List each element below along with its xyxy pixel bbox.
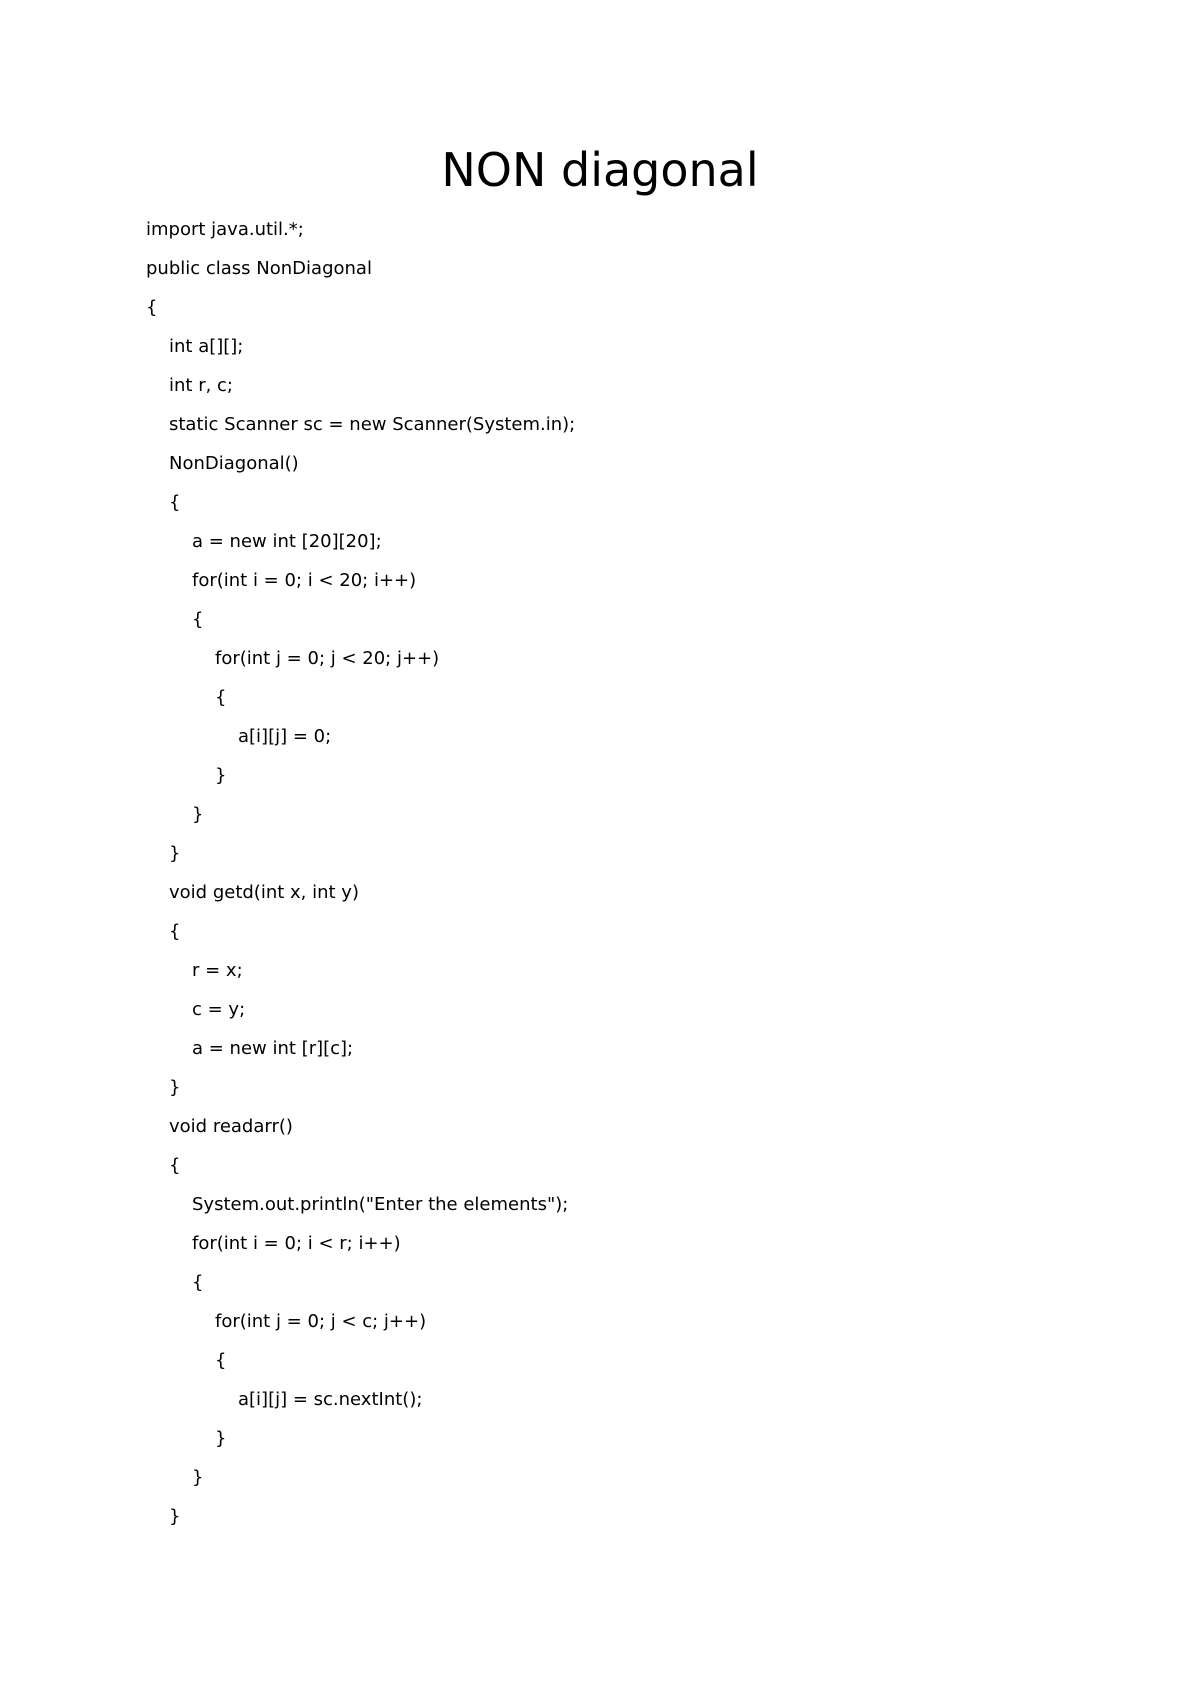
code-line: a[i][j] = 0; xyxy=(238,726,332,747)
code-line: { xyxy=(192,609,204,630)
code-line: { xyxy=(215,1350,227,1371)
code-block xyxy=(146,210,1146,1536)
code-line: r = x; xyxy=(192,960,243,981)
code-line: a[i][j] = sc.nextInt(); xyxy=(238,1389,423,1410)
code-line: import java.util.*; xyxy=(146,219,304,240)
code-line: System.out.println("Enter the elements"); xyxy=(192,1194,569,1215)
code-line: static Scanner sc = new Scanner(System.in); xyxy=(169,414,576,435)
code-line: } xyxy=(215,765,227,786)
code-line: { xyxy=(169,492,181,513)
code-line: int r, c; xyxy=(169,375,233,396)
code-line: c = y; xyxy=(192,999,246,1020)
code-line: for(int j = 0; j < 20; j++) xyxy=(215,648,440,669)
code-line: { xyxy=(146,297,158,318)
code-line: for(int i = 0; i < r; i++) xyxy=(192,1233,401,1254)
page-title: NON diagonal xyxy=(441,143,759,197)
code-line: for(int i = 0; i < 20; i++) xyxy=(192,570,417,591)
code-line: } xyxy=(169,1506,181,1527)
code-line: void readarr() xyxy=(169,1116,293,1137)
code-line: { xyxy=(215,687,227,708)
code-line: } xyxy=(192,804,204,825)
code-line: for(int j = 0; j < c; j++) xyxy=(215,1311,427,1332)
code-line: NonDiagonal() xyxy=(169,453,299,474)
code-line: } xyxy=(169,1077,181,1098)
code-line: int a[][]; xyxy=(169,336,244,357)
code-line: { xyxy=(169,1155,181,1176)
code-line: } xyxy=(169,843,181,864)
code-line: a = new int [r][c]; xyxy=(192,1038,354,1059)
code-line: a = new int [20][20]; xyxy=(192,531,382,552)
code-line: } xyxy=(192,1467,204,1488)
code-line: { xyxy=(169,921,181,942)
code-line: public class NonDiagonal xyxy=(146,258,372,279)
code-line: { xyxy=(192,1272,204,1293)
code-line: } xyxy=(215,1428,227,1449)
code-line: void getd(int x, int y) xyxy=(169,882,359,903)
